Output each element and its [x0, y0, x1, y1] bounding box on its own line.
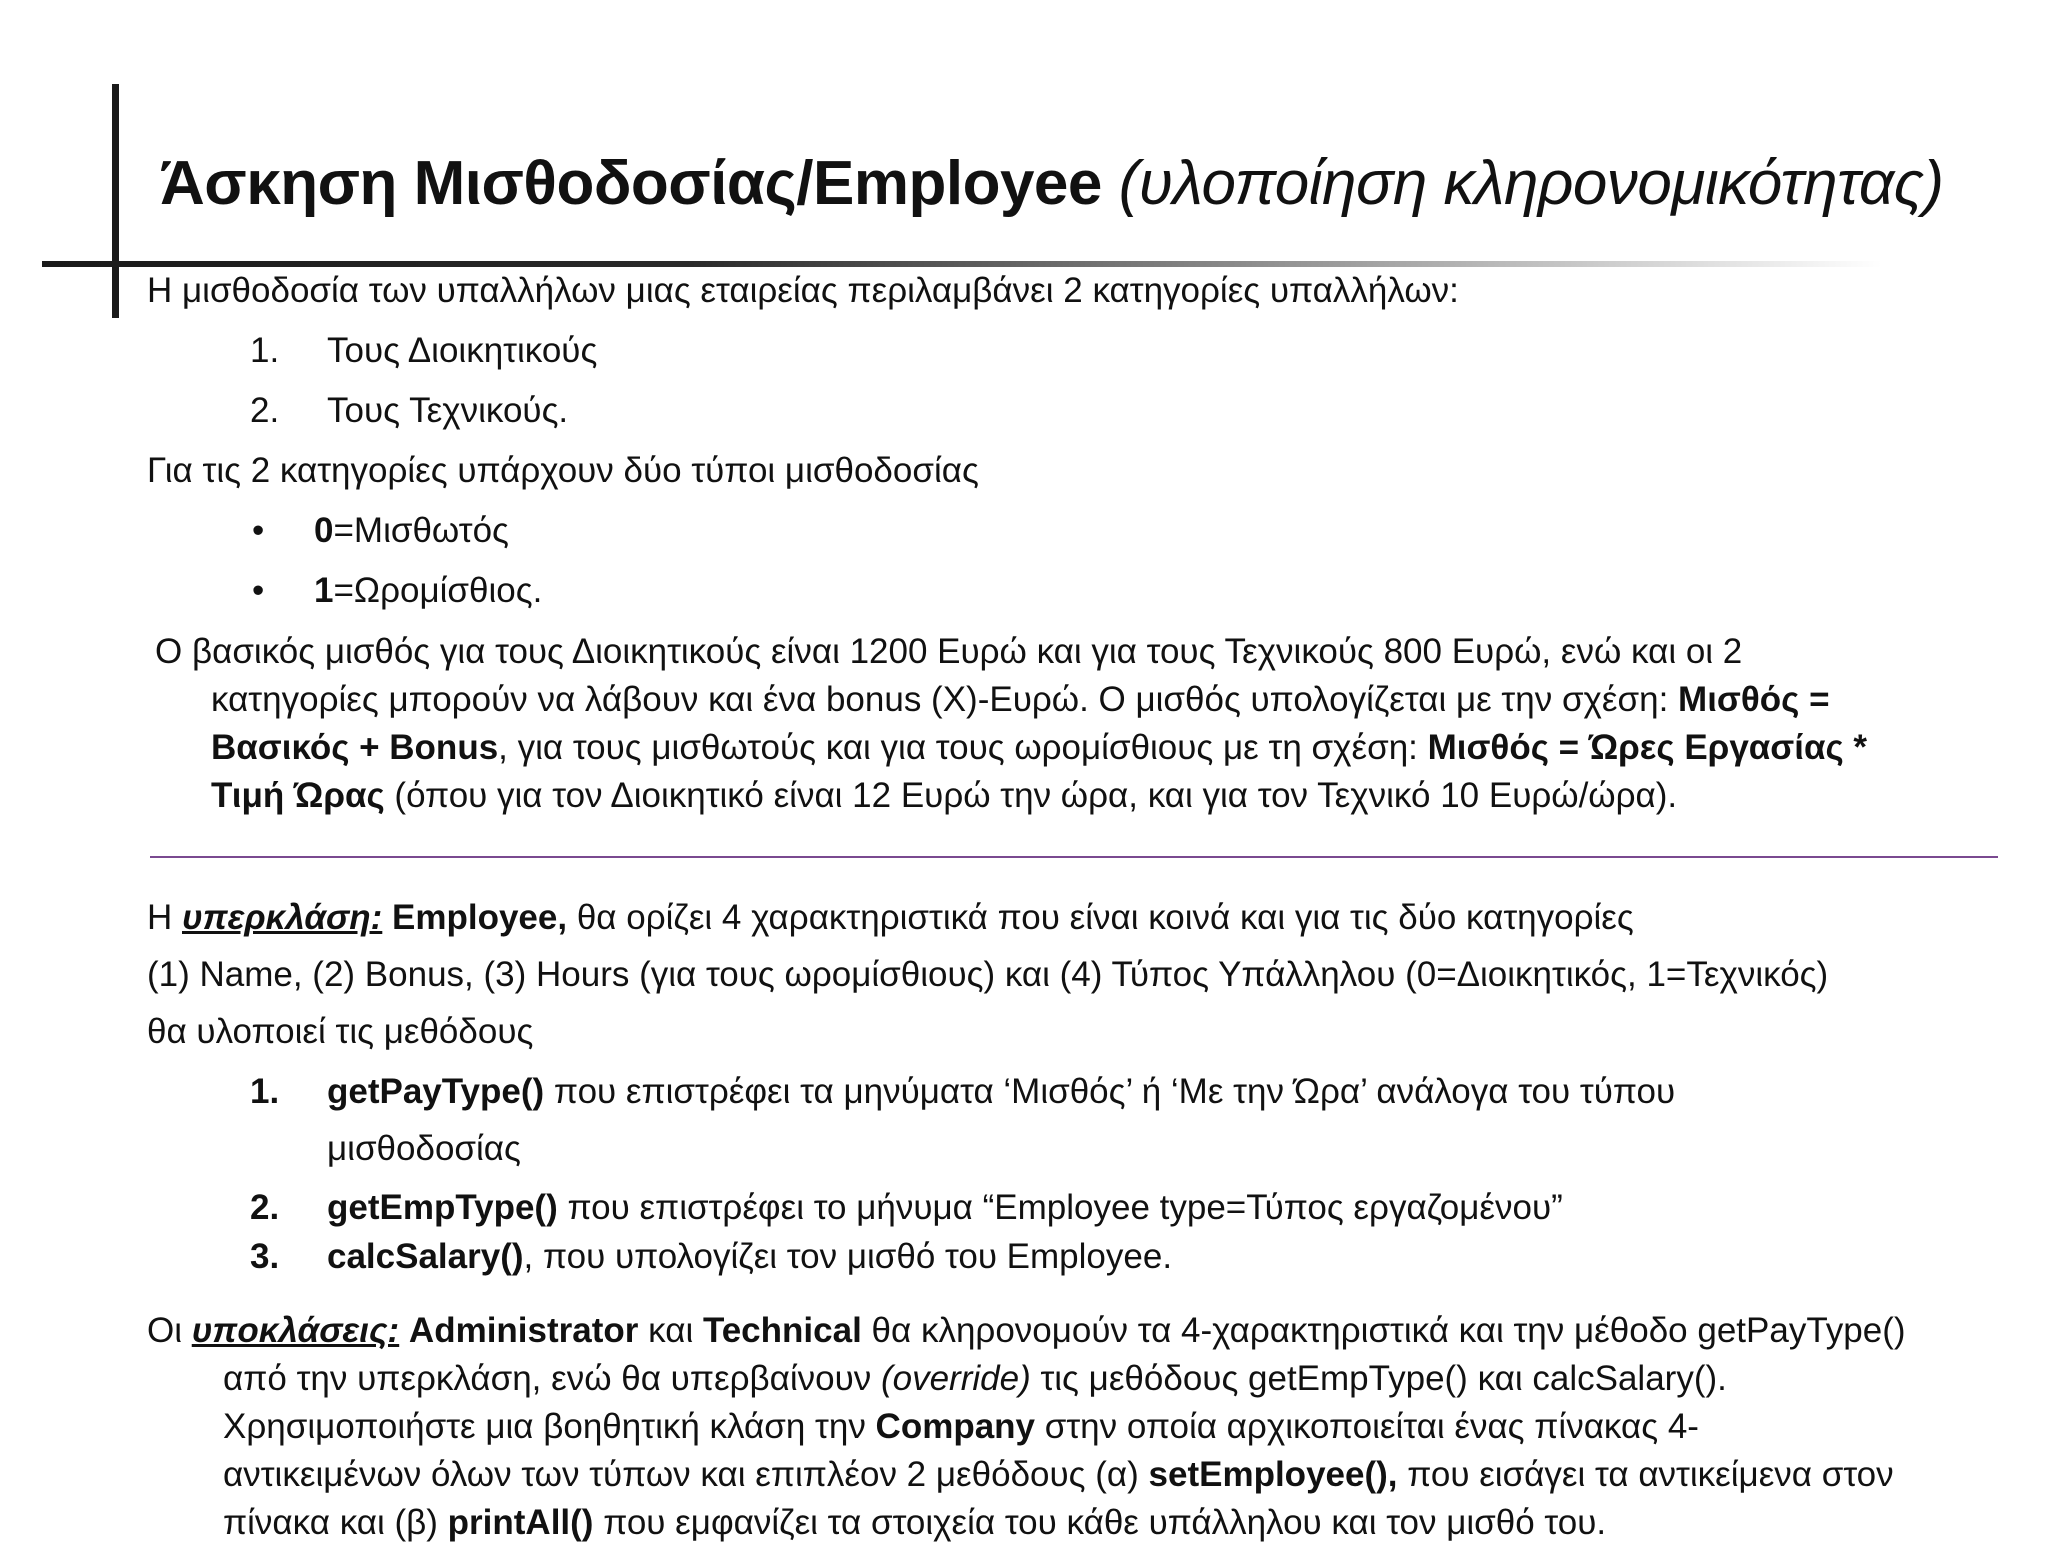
subclasses-paragraph	[147, 1307, 1906, 1547]
method-item: calcSalary(), που υπολογίζει τον μισθό του Employee.	[327, 1237, 1173, 1276]
paytype-label: =Μισθωτός	[333, 511, 509, 550]
bullet: •	[252, 511, 265, 550]
title-main: Άσκηση Μισθοδοσίας/Employee	[160, 149, 1102, 218]
methods-intro: θα υλοποιεί τις μεθόδους	[147, 1012, 534, 1051]
subclasses-line: πίνακα και (β) printAll() που εμφανίζει τα στοιχεία του κάθε υπάλληλου και τον μισθό του.	[223, 1503, 1607, 1542]
slide-title	[160, 148, 1944, 219]
category-number: 1.	[250, 331, 280, 370]
subclasses-line: Οι υποκλάσεις: Administrator και Technical θα κληρονομούν τα 4-χαρακτηριστικά και την μέθοδο getPayType()	[147, 1311, 1906, 1350]
category-item: Τους Διοικητικούς	[327, 331, 598, 370]
paytype-code: 0	[314, 511, 334, 550]
subclasses-line: από την υπερκλάση, ενώ θα υπερβαίνουν (override) τις μεθόδους getEmpType() και calcSalary().	[223, 1359, 1727, 1398]
salary-line: Ο βασικός μισθός για τους Διοικητικούς είναι 1200 Ευρώ και για τους Τεχνικούς 800 Ευρώ, ενώ και οι 2	[155, 632, 1743, 671]
method-number: 2.	[250, 1188, 280, 1227]
category-number: 2.	[250, 391, 280, 430]
salary-paragraph	[155, 628, 1867, 820]
method-number: 1.	[250, 1072, 280, 1111]
paytype-code: 1	[314, 571, 334, 610]
paytypes-intro: Για τις 2 κατηγορίες υπάρχουν δύο τύποι μισθοδοσίας	[147, 451, 979, 490]
salary-line: Τιμή Ώρας (όπου για τον Διοικητικό είναι 12 Ευρώ την ώρα, και για τον Τεχνικό 10 Ευρώ/ώρα).	[211, 776, 1678, 815]
superclass-line: Η υπερκλάση: Employee, θα ορίζει 4 χαρακτηριστικά που είναι κοινά και για τις δύο κατηγορίες	[147, 898, 1634, 937]
attributes-line: (1) Name, (2) Bonus, (3) Hours (για τους ωρομίσθιους) και (4) Τύπος Υπάλληλου (0=Διοικητικός, 1=Τεχνικός)	[147, 955, 1829, 994]
paytype-label: =Ωρομίσθιος.	[333, 571, 543, 610]
section-divider	[150, 856, 1998, 858]
title-subtitle: (υλοποίηση κληρονομικότητας)	[1101, 149, 1944, 218]
bullet: •	[252, 571, 265, 610]
paytype-item	[314, 507, 509, 555]
subclasses-line: Χρησιμοποιήστε μια βοηθητική κλάση την Company στην οποία αρχικοποιείται ένας πίνακας 4-	[223, 1407, 1699, 1446]
category-item: Τους Τεχνικούς.	[327, 391, 569, 430]
method-item: getPayType() που επιστρέφει τα μηνύματα ‘Μισθός’ ή ‘Με την Ώρα’ ανάλογα του τύπου	[327, 1072, 1676, 1111]
method-number: 3.	[250, 1237, 280, 1276]
salary-line: κατηγορίες μπορούν να λάβουν και ένα bonus (Χ)-Ευρώ. Ο μισθός υπολογίζεται με την σχέση: Μισθός =	[211, 680, 1830, 719]
subclasses-line: αντικειμένων όλων των τύπων και επιπλέον 2 μεθόδους (α) setEmployee(), που εισάγει τα αντικείμενα στον	[223, 1455, 1894, 1494]
title-vertical-rule	[112, 84, 119, 318]
salary-line: Βασικός + Bonus, για τους μισθωτούς και για τους ωρομίσθιους με τη σχέση: Μισθός = Ώρες Εργασίας *	[211, 728, 1868, 767]
method-item-continued: μισθοδοσίας	[327, 1129, 521, 1168]
intro-text: Η μισθοδοσία των υπαλλήλων μιας εταιρείας περιλαμβάνει 2 κατηγορίες υπαλλήλων:	[147, 271, 1459, 310]
method-item: getEmpType() που επιστρέφει το μήνυμα “Employee type=Τύπος εργαζομένου”	[327, 1188, 1563, 1227]
paytype-item	[314, 567, 542, 615]
